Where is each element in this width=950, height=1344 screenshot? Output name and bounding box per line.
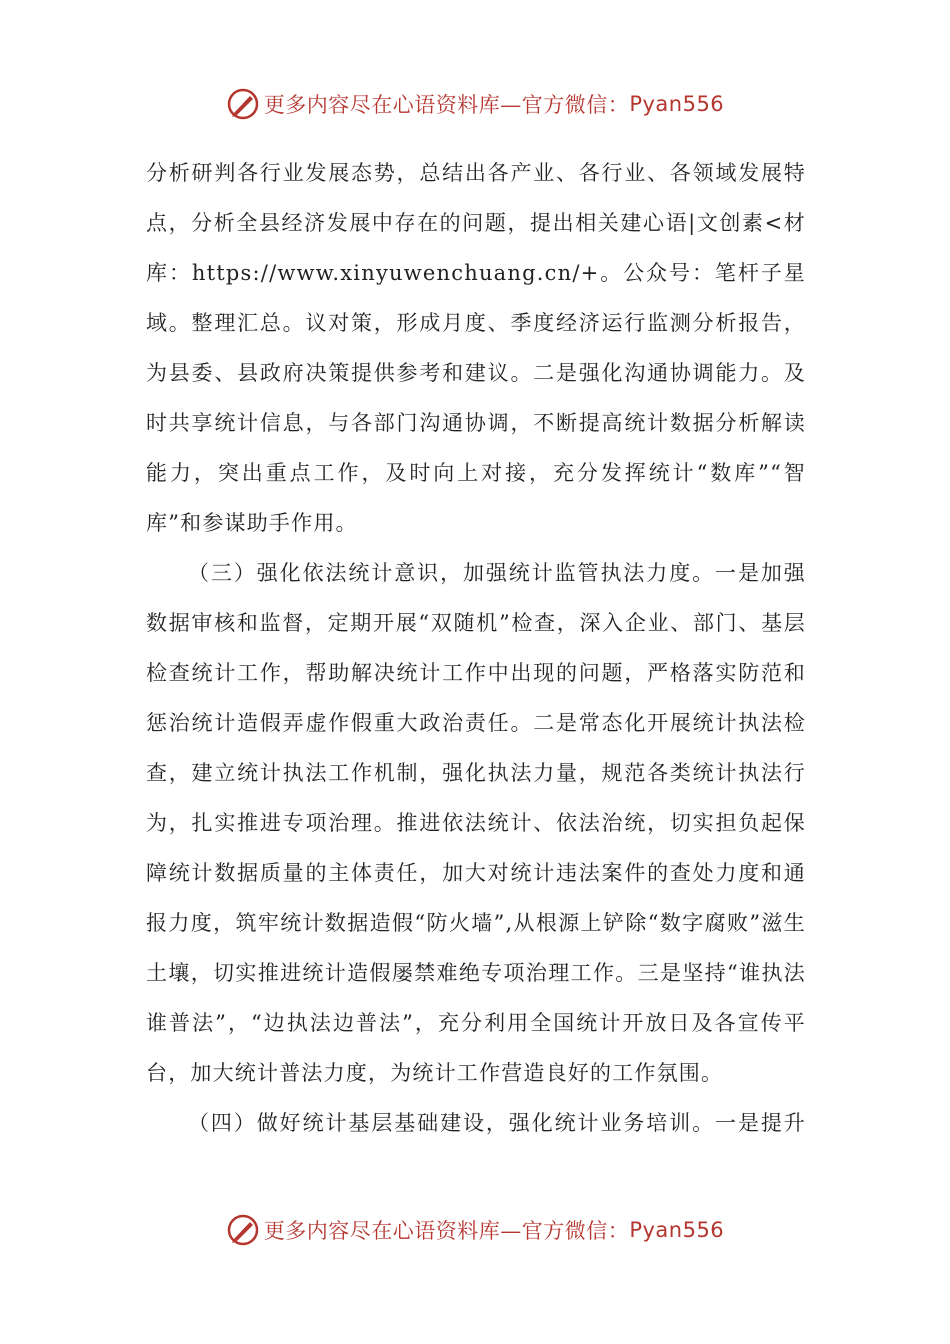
banner-text: 更多内容尽在心语资料库—官方微信： <box>263 93 630 117</box>
document-body <box>146 148 806 1148</box>
paragraph: 分析研判各行业发展态势，总结出各产业、各行业、各领域发展特点，分析全县经济发展中存在的问题，提出相关建心语|文创素<材库：https://www.xinyuwenchuang.cn/+。公众号：笔杆子星域。整理汇总。议对策，形成月度、季度经济运行监测分析报告，为县委、县政府决策提供参考和建议。二是强化沟通协调能力。及时共享统计信息，与各部门沟通协调，不断提高统计数据分析解读能力，突出重点工作，及时向上对接，充分发挥统计“数库”“智库”和参谋助手作用。 <box>146 161 806 535</box>
header-banner <box>0 84 950 124</box>
pen-logo-icon <box>226 1213 260 1247</box>
footer-banner <box>0 1210 950 1250</box>
pen-logo-icon <box>226 87 260 121</box>
banner-text: 更多内容尽在心语资料库—官方微信： <box>263 1219 630 1243</box>
paragraph: （四）做好统计基层基础建设，强化统计业务培训。一是提升 <box>188 1111 806 1135</box>
paragraph: （三）强化依法统计意识，加强统计监管执法力度。一是加强数据审核和监督，定期开展“双随机”检查，深入企业、部门、基层检查统计工作，帮助解决统计工作中出现的问题，严格落实防范和惩治统计造假弄虚作假重大政治责任。二是常态化开展统计执法检查，建立统计执法工作机制，强化执法力量，规范各类统计执法行为，扎实推进专项治理。推进依法统计、依法治统，切实担负起保障统计数据质量的主体责任，加大对统计违法案件的查处力度和通报力度，筑牢统计数据造假“防火墙”,从根源上铲除“数字腐败”滋生土壤，切实推进统计造假屡禁难绝专项治理工作。三是坚持“谁执法谁普法”，“边执法边普法”，充分利用全国统计开放日及各宣传平台，加大统计普法力度，为统计工作营造良好的工作氛围。 <box>146 561 806 1085</box>
banner-wechat-id: Pyan556 <box>629 1218 725 1242</box>
banner-wechat-id: Pyan556 <box>629 92 725 116</box>
